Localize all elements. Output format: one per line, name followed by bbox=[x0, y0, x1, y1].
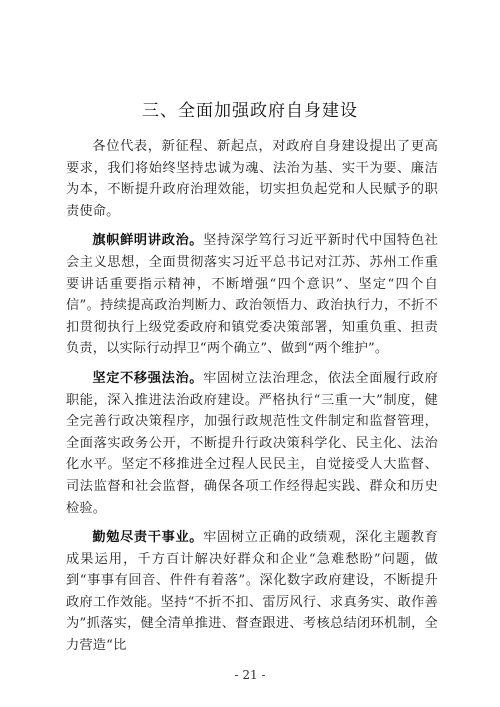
paragraph-diligence bbox=[66, 527, 438, 657]
paragraph-text: 牢固树立正确的政绩观，深化主题教育成果运用，千方百计解决好群众和企业“急难愁盼”问题，做到“事事有回音、件件有着落”。深化数字政府建设，不断提升政府工作效能。坚持“不折不扣、雷厉风行、求真务实、敢作善为”抓落实，健全清单推进、督查跟进、考核总结闭环机制，全力营造“比 bbox=[66, 530, 438, 654]
paragraph-intro bbox=[66, 136, 438, 222]
body-text bbox=[66, 136, 438, 665]
paragraph-politics bbox=[66, 230, 438, 360]
paragraph-lead: 旗帜鲜明讲政治。 bbox=[92, 233, 204, 249]
paragraph-text: 各位代表，新征程、新起点，对政府自身建设提出了更高要求，我们将始终坚持忠诚为魂、法治为基、实干为要、廉洁为本，不断提升政府治理效能，切实担负起党和人民赋予的职责使命。 bbox=[66, 139, 438, 219]
paragraph-lead: 坚定不移强法治。 bbox=[92, 370, 204, 386]
page-number: - 21 - bbox=[234, 668, 266, 682]
paragraph-rule-of-law bbox=[66, 368, 438, 519]
paragraph-text: 牢固树立法治理念，依法全面履行政府职能，深入推进法治政府建设。严格执行“三重一大”制度，健全完善行政决策程序，加强行政规范性文件制定和监督管理，全面落实政务公开，不断提升行政决策科学化、民主化、法治化水平。坚定不移推进全过程人民民主，自觉接受人大监督、司法监督和社会监督，确保各项工作经得起实践、群众和历史检验。 bbox=[66, 370, 438, 516]
paragraph-lead: 勤勉尽责干事业。 bbox=[92, 530, 204, 546]
section-title: 三、全面加强政府自身建设 bbox=[142, 101, 358, 121]
paragraph-text: 坚持深学笃行习近平新时代中国特色社会主义思想，全面贯彻落实习近平总书记对江苏、苏州工作重要讲话重要指示精神，不断增强“四个意识”、坚定“四个自信”。持续提高政治判断力、政治领悟力、政治执行力，不折不扣贯彻执行上级党委政府和镇党委决策部署，知重负重、担责负责，以实际行动捍卫“两个确立”、做到“两个维护”。 bbox=[66, 233, 438, 357]
